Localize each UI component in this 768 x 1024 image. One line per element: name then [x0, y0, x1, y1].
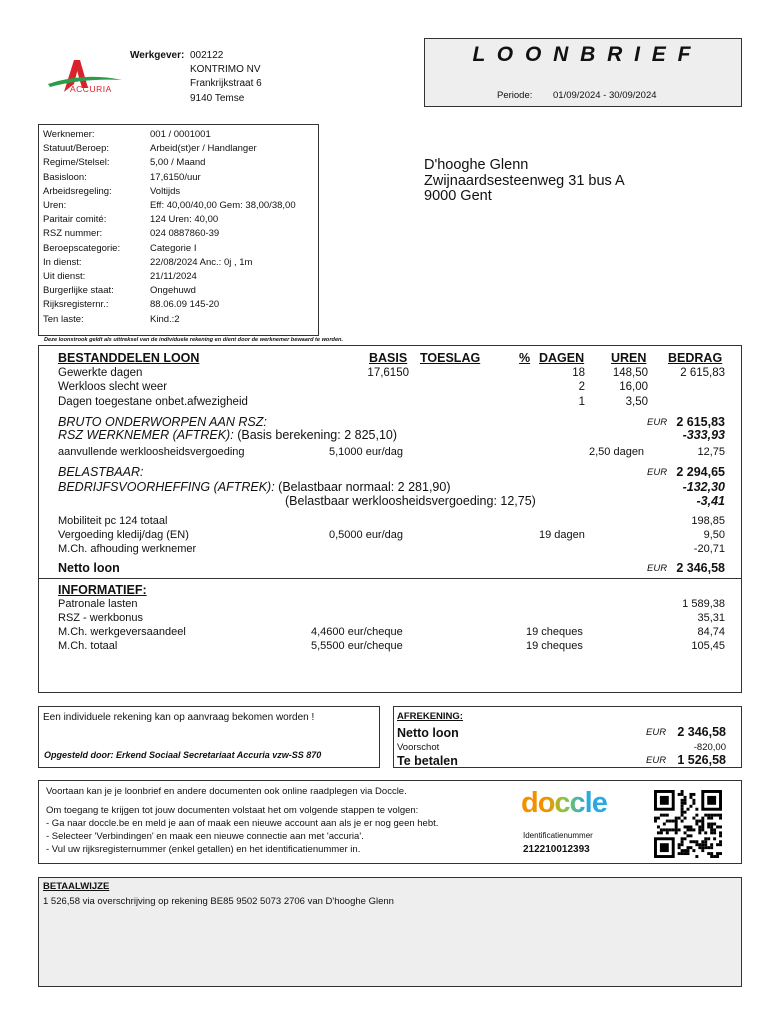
- supp-days: 2,50 dagen: [589, 446, 645, 458]
- employee-field-value: Ongehuwd: [150, 285, 196, 297]
- address-city: 9000 Gent: [424, 188, 492, 204]
- employee-field-label: Werknemer:: [43, 129, 95, 140]
- employee-field-label: Arbeidsregeling:: [43, 185, 112, 197]
- divider: [39, 578, 741, 579]
- taxable-label: BELASTBAAR:: [58, 465, 144, 479]
- qr-code-icon: [654, 790, 722, 858]
- doccle-step: - Vul uw rijksregisternummer (enkel getallen) en het identificatienummer in.: [46, 844, 361, 855]
- work-row-dagen: 1: [578, 395, 585, 408]
- supp-value: 12,75: [697, 446, 725, 458]
- bv-normal: (Belastbaar normaal: 2 281,90): [278, 480, 451, 494]
- work-row-bedrag: 2 615,83: [680, 367, 725, 379]
- bv-normal-value: -132,30: [682, 480, 725, 494]
- employee-field-value: 21/11/2024: [150, 271, 197, 282]
- settlement-box: [393, 706, 742, 768]
- employee-field-value: 22/08/2024 Anc.: 0j , 1m: [150, 256, 253, 268]
- info-row-rate: 4,4600 eur/cheque: [311, 626, 403, 638]
- work-row-label: Dagen toegestane onbet.afwezigheid: [58, 395, 248, 408]
- employee-field-value: 024 0887860-39: [150, 228, 220, 240]
- work-row-dagen: 2: [578, 381, 585, 394]
- net-label: Netto loon: [58, 561, 120, 575]
- settlement-net-label: Netto loon: [397, 726, 459, 740]
- employee-field-label: Paritair comité:: [43, 214, 107, 226]
- employee-field-label: Basisloon:: [43, 171, 87, 183]
- rsz-label: RSZ WERKNEMER (AFTREK):: [58, 428, 234, 442]
- clothing-rate: 0,5000 eur/dag: [329, 529, 404, 541]
- doccle-line2: Om toegang te krijgen tot jouw documenten volstaat het om volgende stappen te volgen:: [46, 805, 419, 816]
- salary-components-box: [38, 345, 742, 693]
- notice-box: [38, 706, 380, 768]
- taxable-value: 2 294,65: [676, 465, 725, 479]
- header-component: BESTANDDELEN LOON: [58, 351, 200, 365]
- header-basis: BASIS: [369, 351, 408, 365]
- disclaimer: Deze loonstrook geldt als uittreksel van de individuele rekening en dient door de werknemer bewaard te worden.: [44, 337, 344, 343]
- address-street: Zwijnaardsesteenweg 31 bus A: [424, 173, 625, 189]
- employer-name: KONTRIMO NV: [190, 64, 261, 75]
- employee-field-value: Arbeid(st)er / Handlanger: [150, 143, 257, 155]
- pay-label: Te betalen: [397, 754, 458, 768]
- doccle-step: - Ga naar doccle.be en meld je aan of maak een nieuwe account aan als je er nog geen hebt.: [46, 818, 439, 829]
- address-name: D'hooghe Glenn: [424, 157, 529, 173]
- clothing-days: 19 dagen: [539, 529, 585, 541]
- bv-line: [58, 480, 451, 494]
- mch-value: -20,71: [693, 543, 725, 555]
- employer-label: Werkgever:: [130, 50, 185, 61]
- gross-label: BRUTO ONDERWORPEN AAN RSZ:: [58, 415, 267, 429]
- net-value: 2 346,58: [676, 561, 725, 575]
- employee-field-label: Uit dienst:: [43, 271, 86, 282]
- work-row-dagen: 18: [572, 367, 585, 379]
- employee-field-value: Categorie I: [150, 242, 197, 254]
- settlement-title: AFREKENING:: [397, 711, 463, 722]
- supp-rate: 5,1000 eur/dag: [329, 446, 404, 458]
- employee-field-value: Eff: 40,00/40,00 Gem: 38,00/38,00: [150, 200, 296, 211]
- doccle-id-value: 212210012393: [523, 844, 590, 855]
- work-row-label: Werkloos slecht weer: [58, 381, 168, 394]
- rsz-value: -333,93: [682, 428, 725, 442]
- info-row-label: Patronale lasten: [58, 598, 138, 610]
- employee-field-value: 17,6150/uur: [150, 171, 201, 183]
- work-row-label: Gewerkte dagen: [58, 367, 143, 379]
- payment-box: [38, 877, 742, 987]
- issuer-text: Opgesteld door: Erkend Sociaal Secretariaat Accuria vzw-SS 870: [44, 750, 322, 760]
- info-row-label: RSZ - werkbonus: [58, 612, 143, 624]
- header-box: [424, 38, 742, 107]
- accuria-logo-text: ACCURIA: [70, 84, 112, 94]
- work-row-basis: 17,6150: [367, 367, 409, 379]
- doccle-logo-text: doccle: [521, 787, 607, 819]
- info-row-label: M.Ch. totaal: [58, 640, 118, 652]
- info-row-label: M.Ch. werkgeversaandeel: [58, 626, 186, 638]
- doccle-line1: Voortaan kan je je loonbrief en andere documenten ook online raadplegen via Doccle.: [46, 786, 407, 797]
- header-uren: UREN: [611, 351, 647, 365]
- employee-info-box: [38, 124, 319, 336]
- info-row-rate: 5,5500 eur/cheque: [311, 640, 403, 652]
- page-title: L O O N B R I E F: [472, 43, 694, 66]
- employer-number: 002122: [190, 50, 224, 61]
- employee-field-value: 124 Uren: 40,00: [150, 214, 219, 226]
- employee-field-label: RSZ nummer:: [43, 228, 103, 240]
- work-row-uren: 3,50: [625, 395, 648, 408]
- info-title: INFORMATIEF:: [58, 583, 147, 597]
- header-dagen: DAGEN: [539, 351, 585, 365]
- pay-currency: EUR: [646, 755, 667, 766]
- advance-value: -820,00: [693, 742, 726, 753]
- rsz-line: [58, 428, 397, 442]
- employee-field-label: Ten laste:: [43, 313, 84, 325]
- supp-label: aanvullende werkloosheidsvergoeding: [58, 446, 245, 458]
- employee-field-value: 5,00 / Maand: [150, 157, 206, 169]
- net-currency: EUR: [647, 563, 668, 574]
- info-row-value: 84,74: [697, 626, 725, 638]
- clothing-value: 9,50: [703, 529, 725, 541]
- mobility-label: Mobiliteit pc 124 totaal: [58, 515, 168, 527]
- info-row-count: 19 cheques: [526, 640, 583, 652]
- employee-field-label: Uren:: [43, 200, 67, 211]
- info-row-value: 1 589,38: [682, 598, 725, 610]
- period-label: Periode:: [497, 90, 533, 101]
- employee-field-label: In dienst:: [43, 256, 82, 268]
- info-row-value: 105,45: [691, 640, 725, 652]
- employee-field-value: Kind.:2: [150, 313, 180, 325]
- gross-value: 2 615,83: [676, 415, 725, 429]
- doccle-box: [38, 780, 742, 864]
- header-bedrag: BEDRAG: [668, 351, 723, 365]
- employee-field-label: Rijksregisternr.:: [43, 299, 109, 311]
- info-row-value: 35,31: [697, 612, 725, 624]
- advance-label: Voorschot: [397, 742, 440, 753]
- bv-label: BEDRIJFSVOORHEFFING (AFTREK):: [58, 480, 275, 494]
- period-value: 01/09/2024 - 30/09/2024: [553, 90, 657, 101]
- info-row-count: 19 cheques: [526, 626, 583, 638]
- work-row-uren: 148,50: [612, 367, 648, 379]
- gross-currency: EUR: [647, 417, 668, 428]
- doccle-step: - Selecteer 'Verbindingen' en maak een nieuwe connectie aan met 'accuria'.: [46, 831, 364, 842]
- mobility-value: 198,85: [691, 515, 725, 527]
- accuria-logo: [44, 54, 124, 99]
- settlement-net-currency: EUR: [646, 727, 667, 738]
- taxable-currency: EUR: [647, 467, 668, 478]
- doccle-logo: [521, 787, 607, 820]
- header-pct: %: [519, 351, 531, 365]
- header-toeslag: TOESLAG: [420, 351, 481, 365]
- employee-field-label: Burgerlijke staat:: [43, 285, 114, 297]
- mch-label: M.Ch. afhouding werknemer: [58, 543, 197, 555]
- employee-field-value: 001 / 0001001: [150, 129, 211, 140]
- employer-street: Frankrijkstraat 6: [190, 78, 262, 89]
- pay-value: 1 526,58: [677, 753, 726, 767]
- rsz-basis: (Basis berekening: 2 825,10): [237, 428, 398, 442]
- employee-field-value: 88.06.09 145-20: [150, 299, 220, 311]
- employee-field-label: Regime/Stelsel:: [43, 157, 110, 169]
- bv-unemp: (Belastbaar werkloosheidsvergoeding: 12,75): [285, 494, 536, 508]
- notice-text: Een individuele rekening kan op aanvraag bekomen worden !: [43, 712, 315, 723]
- settlement-net-value: 2 346,58: [677, 725, 726, 739]
- clothing-label: Vergoeding kledij/dag (EN): [58, 529, 189, 541]
- employee-field-value: Voltijds: [150, 185, 181, 197]
- employer-city: 9140 Temse: [190, 93, 245, 104]
- payment-text: 1 526,58 via overschrijving op rekening BE85 9502 5073 2706 van D'hooghe Glenn: [43, 896, 394, 907]
- doccle-id-label: Identificatienummer: [523, 831, 593, 840]
- employee-field-label: Beroepscategorie:: [43, 242, 121, 254]
- bv-unemp-value: -3,41: [696, 494, 725, 508]
- employee-field-label: Statuut/Beroep:: [43, 143, 110, 155]
- payment-title: BETAALWIJZE: [43, 881, 110, 892]
- work-row-uren: 16,00: [619, 381, 648, 394]
